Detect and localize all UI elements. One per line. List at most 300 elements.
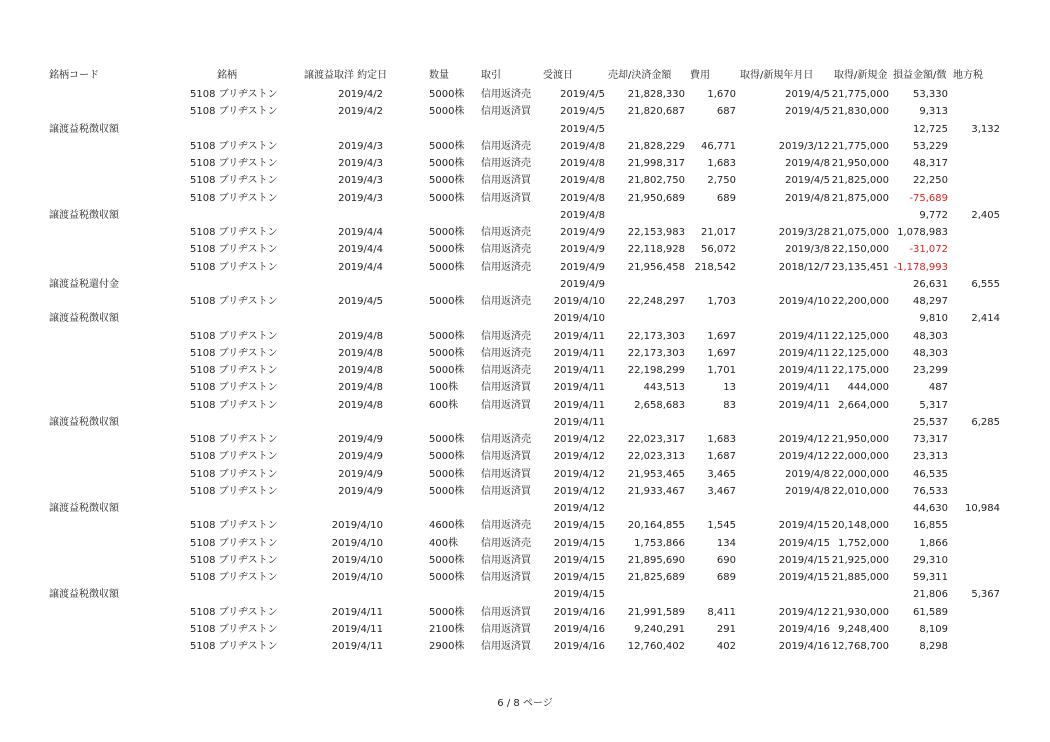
cell-pnl: 5,317 <box>919 399 948 411</box>
cell-acq-date: 2019/4/11 <box>778 365 830 376</box>
cell-acq-date: 2019/4/8 <box>785 468 830 480</box>
cell-settle-date: 2019/4/8 <box>560 158 605 169</box>
cell-acq-date: 2019/4/15 <box>778 520 830 532</box>
cell-name: 5108 ブリヂストン <box>190 106 278 118</box>
cell-pnl: 22,250 <box>913 175 948 187</box>
cell-pnl: 48,303 <box>913 330 948 342</box>
cell-qty: 2900株 <box>429 641 465 652</box>
cell-txn: 信用返済買 <box>481 175 531 187</box>
table-row <box>0 362 1050 379</box>
cell-amount: 21,950,689 <box>627 192 685 204</box>
cell-trade-date: 2019/4/11 <box>331 641 383 652</box>
cell-qty: 100株 <box>429 382 459 394</box>
cell-settle-date: 2019/4/9 <box>560 227 605 238</box>
cell-txn: 信用返済売 <box>481 140 531 152</box>
cell-qty: 5000株 <box>429 485 465 497</box>
cell-amount: 21,933,467 <box>627 485 685 497</box>
cell-acq-date: 2019/4/11 <box>778 330 830 342</box>
cell-name: 5108 ブリヂストン <box>190 244 278 256</box>
cell-acq-amount: 9,248,400 <box>838 623 889 635</box>
cell-fee: 1,670 <box>707 89 736 100</box>
cell-pnl: 53,330 <box>913 89 948 100</box>
cell-trade-date: 2019/4/11 <box>331 606 383 618</box>
cell-acq-date: 2019/4/15 <box>778 554 830 566</box>
table-row <box>0 103 1050 120</box>
table-row <box>0 431 1050 448</box>
cell-settle-date: 2019/4/5 <box>560 89 605 100</box>
cell-acq-date: 2019/4/8 <box>785 192 830 204</box>
cell-acq-date: 2019/3/28 <box>778 227 830 238</box>
cell-local-tax: 2,405 <box>971 209 1000 221</box>
cell-trade-date: 2019/4/4 <box>338 227 383 238</box>
cell-qty: 5000株 <box>429 140 465 152</box>
cell-name: 5108 ブリヂストン <box>190 365 278 376</box>
cell-qty: 5000株 <box>429 606 465 618</box>
tax-row <box>0 586 1050 603</box>
cell-qty: 5000株 <box>429 330 465 342</box>
cell-trade-date: 2019/4/8 <box>338 365 383 376</box>
table-row <box>0 604 1050 621</box>
cell-name: 5108 ブリヂストン <box>190 227 278 238</box>
table-row <box>0 259 1050 276</box>
table-row <box>0 569 1050 586</box>
tax-row <box>0 207 1050 224</box>
cell-acq-date: 2019/4/15 <box>778 537 830 549</box>
cell-name: 5108 ブリヂストン <box>190 158 278 169</box>
cell-pnl: 8,109 <box>919 623 948 635</box>
cell-pnl: 29,310 <box>913 554 948 566</box>
cell-acq-date: 2019/4/11 <box>778 347 830 359</box>
cell-qty: 5000株 <box>429 434 465 445</box>
cell-fee: 687 <box>716 106 736 118</box>
cell-acq-amount: 21,950,000 <box>831 434 889 445</box>
cell-name: 5108 ブリヂストン <box>190 520 278 532</box>
cell-amount: 9,240,291 <box>634 623 685 635</box>
table-row <box>0 241 1050 258</box>
cell-acq-amount: 21,925,000 <box>831 554 889 566</box>
cell-pnl: 9,772 <box>919 209 948 221</box>
cell-fee: 1,687 <box>707 451 736 463</box>
cell-fee: 1,545 <box>707 520 736 532</box>
cell-acq-date: 2019/4/5 <box>785 89 830 100</box>
cell-qty: 5000株 <box>429 175 465 187</box>
cell-fee: 1,697 <box>707 330 736 342</box>
cell-txn: 信用返済買 <box>481 485 531 497</box>
cell-trade-date: 2019/4/9 <box>338 485 383 497</box>
cell-name: 5108 ブリヂストン <box>190 175 278 187</box>
cell-amount: 22,118,928 <box>627 244 685 256</box>
cell-settle-date: 2019/4/8 <box>560 192 605 204</box>
cell-amount: 21,998,317 <box>627 158 685 169</box>
cell-pnl: 48,303 <box>913 347 948 359</box>
cell-acq-amount: 1,752,000 <box>838 537 889 549</box>
cell-txn: 信用返済買 <box>481 451 531 463</box>
cell-qty: 5000株 <box>429 296 465 307</box>
cell-acq-date: 2019/4/12 <box>778 434 830 445</box>
cell-amount: 21,956,458 <box>627 261 685 273</box>
cell-pnl: 1,866 <box>919 537 948 549</box>
cell-tax-label: 譲渡益税徴収額 <box>49 589 119 601</box>
cell-settle-date: 2019/4/12 <box>553 485 605 497</box>
cell-pnl: 12,725 <box>913 123 948 135</box>
tax-row <box>0 500 1050 517</box>
table-row <box>0 224 1050 241</box>
cell-amount: 22,198,299 <box>627 365 685 376</box>
table-row <box>0 172 1050 189</box>
cell-amount: 21,953,465 <box>627 468 685 480</box>
cell-settle-date: 2019/4/8 <box>560 140 605 152</box>
cell-amount: 443,513 <box>643 382 685 394</box>
table-row <box>0 466 1050 483</box>
cell-trade-date: 2019/4/10 <box>331 520 383 532</box>
cell-pnl: 46,535 <box>913 468 948 480</box>
cell-qty: 5000株 <box>429 89 465 100</box>
cell-settle-date: 2019/4/11 <box>553 365 605 376</box>
tax-row <box>0 276 1050 293</box>
table-row <box>0 328 1050 345</box>
cell-fee: 21,017 <box>701 227 736 238</box>
cell-txn: 信用返済売 <box>481 261 531 273</box>
cell-fee: 13 <box>723 382 736 394</box>
cell-settle-date: 2019/4/16 <box>553 606 605 618</box>
cell-fee: 3,465 <box>707 468 736 480</box>
cell-amount: 21,802,750 <box>627 175 685 187</box>
header-acq-amount: 取得/新規金 <box>834 70 888 81</box>
cell-name: 5108 ブリヂストン <box>190 347 278 359</box>
cell-name: 5108 ブリヂストン <box>190 330 278 342</box>
cell-acq-date: 2019/4/12 <box>778 451 830 463</box>
cell-trade-date: 2019/4/8 <box>338 347 383 359</box>
cell-qty: 600株 <box>429 399 459 411</box>
cell-settle-date: 2019/4/11 <box>553 347 605 359</box>
header-qty: 数量 <box>429 70 449 81</box>
cell-name: 5108 ブリヂストン <box>190 192 278 204</box>
cell-trade-date: 2019/4/9 <box>338 451 383 463</box>
cell-txn: 信用返済買 <box>481 554 531 566</box>
table-body <box>0 86 1050 655</box>
cell-name: 5108 ブリヂストン <box>190 468 278 480</box>
cell-fee: 402 <box>716 641 736 652</box>
cell-settle-date: 2019/4/16 <box>553 623 605 635</box>
cell-amount: 21,828,229 <box>627 140 685 152</box>
cell-txn: 信用返済買 <box>481 399 531 411</box>
cell-trade-date: 2019/4/9 <box>338 434 383 445</box>
cell-fee: 46,771 <box>701 140 736 152</box>
cell-settle-date: 2019/4/15 <box>553 572 605 583</box>
cell-txn: 信用返済買 <box>481 572 531 583</box>
cell-qty: 5000株 <box>429 468 465 480</box>
cell-pnl: 53,229 <box>913 140 948 152</box>
table-row <box>0 345 1050 362</box>
cell-amount: 12,760,402 <box>627 641 685 652</box>
cell-trade-date: 2019/4/10 <box>331 554 383 566</box>
cell-acq-amount: 21,825,000 <box>831 175 889 187</box>
cell-qty: 5000株 <box>429 365 465 376</box>
cell-qty: 5000株 <box>429 261 465 273</box>
cell-txn: 信用返済売 <box>481 296 531 307</box>
cell-txn: 信用返済買 <box>481 641 531 652</box>
cell-pnl: 76,533 <box>913 485 948 497</box>
cell-trade-date: 2019/4/4 <box>338 261 383 273</box>
cell-acq-date: 2019/3/12 <box>778 140 830 152</box>
cell-settle-date: 2019/4/15 <box>553 554 605 566</box>
cell-acq-amount: 22,010,000 <box>831 485 889 497</box>
cell-txn: 信用返済売 <box>481 365 531 376</box>
cell-name: 5108 ブリヂストン <box>190 623 278 635</box>
cell-acq-date: 2018/12/7 <box>778 261 830 273</box>
cell-settle-date: 2019/4/11 <box>553 330 605 342</box>
cell-name: 5108 ブリヂストン <box>190 399 278 411</box>
cell-fee: 689 <box>716 192 736 204</box>
cell-amount: 22,023,317 <box>627 434 685 445</box>
cell-qty: 5000株 <box>429 106 465 118</box>
cell-settle-date: 2019/4/5 <box>560 106 605 118</box>
cell-settle-date: 2019/4/9 <box>560 278 605 290</box>
cell-tax-label: 譲渡益税徴収額 <box>49 313 119 325</box>
header-local-tax: 地方税 <box>953 70 983 81</box>
cell-fee: 1,701 <box>707 365 736 376</box>
tax-row <box>0 121 1050 138</box>
cell-tax-label: 譲渡益税徴収額 <box>49 123 119 135</box>
table-row <box>0 379 1050 396</box>
cell-pnl: 61,589 <box>913 606 948 618</box>
table-row <box>0 86 1050 103</box>
cell-settle-date: 2019/4/8 <box>560 209 605 221</box>
cell-name: 5108 ブリヂストン <box>190 89 278 100</box>
cell-txn: 信用返済売 <box>481 520 531 532</box>
cell-qty: 5000株 <box>429 227 465 238</box>
table-row <box>0 621 1050 638</box>
cell-qty: 5000株 <box>429 244 465 256</box>
cell-local-tax: 10,984 <box>965 503 1000 514</box>
cell-pnl: 23,299 <box>913 365 948 376</box>
cell-acq-amount: 20,148,000 <box>831 520 889 532</box>
cell-name: 5108 ブリヂストン <box>190 606 278 618</box>
cell-fee: 83 <box>723 399 736 411</box>
cell-acq-date: 2019/4/5 <box>785 175 830 187</box>
cell-fee: 1,683 <box>707 158 736 169</box>
cell-txn: 信用返済売 <box>481 244 531 256</box>
cell-qty: 2100株 <box>429 623 465 635</box>
cell-settle-date: 2019/4/15 <box>553 589 605 601</box>
cell-pnl: 487 <box>928 382 948 394</box>
cell-qty: 5000株 <box>429 572 465 583</box>
cell-trade-date: 2019/4/10 <box>331 537 383 549</box>
cell-name: 5108 ブリヂストン <box>190 554 278 566</box>
cell-pnl: -31,072 <box>909 244 948 256</box>
header-txn: 取引 <box>481 70 501 81</box>
cell-acq-amount: 22,175,000 <box>831 365 889 376</box>
cell-pnl: 73,317 <box>913 434 948 445</box>
cell-fee: 291 <box>716 623 736 635</box>
cell-pnl: 48,317 <box>913 158 948 169</box>
cell-acq-amount: 2,664,000 <box>838 399 889 411</box>
cell-settle-date: 2019/4/10 <box>553 296 605 307</box>
cell-acq-date: 2019/3/8 <box>785 244 830 256</box>
cell-pnl: 9,810 <box>919 313 948 325</box>
cell-name: 5108 ブリヂストン <box>190 572 278 583</box>
cell-trade-date: 2019/4/11 <box>331 623 383 635</box>
cell-amount: 21,991,589 <box>627 606 685 618</box>
cell-acq-amount: 22,125,000 <box>831 347 889 359</box>
table-row <box>0 293 1050 310</box>
cell-txn: 信用返済売 <box>481 347 531 359</box>
cell-pnl: 48,297 <box>913 296 948 307</box>
cell-amount: 22,173,303 <box>627 347 685 359</box>
cell-pnl: -1,178,993 <box>893 261 948 273</box>
cell-settle-date: 2019/4/11 <box>553 416 605 428</box>
cell-local-tax: 6,285 <box>971 416 1000 428</box>
cell-fee: 218,542 <box>694 261 736 273</box>
header-pnl: 損益金額/徴 <box>893 70 947 81</box>
page-number: 6 / 8 ページ <box>497 698 553 709</box>
cell-acq-amount: 21,075,000 <box>831 227 889 238</box>
cell-qty: 5000株 <box>429 451 465 463</box>
cell-name: 5108 ブリヂストン <box>190 261 278 273</box>
cell-pnl: 59,311 <box>913 572 948 583</box>
cell-txn: 信用返済売 <box>481 89 531 100</box>
cell-fee: 56,072 <box>701 244 736 256</box>
cell-trade-date: 2019/4/9 <box>338 468 383 480</box>
cell-trade-date: 2019/4/8 <box>338 399 383 411</box>
cell-qty: 400株 <box>429 537 459 549</box>
cell-acq-amount: 21,775,000 <box>831 140 889 152</box>
cell-fee: 1,703 <box>707 296 736 307</box>
cell-trade-date: 2019/4/2 <box>338 89 383 100</box>
cell-acq-date: 2019/4/8 <box>785 158 830 169</box>
cell-name: 5108 ブリヂストン <box>190 537 278 549</box>
cell-tax-label: 譲渡益税徴収額 <box>49 416 119 428</box>
cell-name: 5108 ブリヂストン <box>190 485 278 497</box>
cell-name: 5108 ブリヂストン <box>190 382 278 394</box>
header-name: 銘柄 <box>217 70 237 81</box>
cell-name: 5108 ブリヂストン <box>190 296 278 307</box>
cell-pnl: 23,313 <box>913 451 948 463</box>
cell-amount: 22,248,297 <box>627 296 685 307</box>
table-row <box>0 483 1050 500</box>
cell-amount: 21,895,690 <box>627 554 685 566</box>
cell-trade-date: 2019/4/3 <box>338 175 383 187</box>
cell-fee: 1,683 <box>707 434 736 445</box>
cell-tax-label: 譲渡益税還付金 <box>49 278 119 290</box>
cell-acq-amount: 22,200,000 <box>831 296 889 307</box>
cell-trade-date: 2019/4/3 <box>338 158 383 169</box>
cell-amount: 2,658,683 <box>634 399 685 411</box>
cell-txn: 信用返済買 <box>481 382 531 394</box>
cell-trade-date: 2019/4/3 <box>338 140 383 152</box>
cell-acq-date: 2019/4/15 <box>778 572 830 583</box>
cell-settle-date: 2019/4/16 <box>553 641 605 652</box>
cell-settle-date: 2019/4/12 <box>553 434 605 445</box>
cell-qty: 4600株 <box>429 520 465 532</box>
cell-acq-amount: 21,950,000 <box>831 158 889 169</box>
cell-amount: 22,173,303 <box>627 330 685 342</box>
cell-local-tax: 3,132 <box>971 123 1000 135</box>
table-row <box>0 638 1050 655</box>
cell-fee: 2,750 <box>707 175 736 187</box>
table-row <box>0 552 1050 569</box>
table-row <box>0 155 1050 172</box>
cell-settle-date: 2019/4/15 <box>553 520 605 532</box>
cell-acq-amount: 21,930,000 <box>831 606 889 618</box>
cell-qty: 5000株 <box>429 192 465 204</box>
cell-local-tax: 6,555 <box>971 278 1000 290</box>
cell-name: 5108 ブリヂストン <box>190 451 278 463</box>
cell-pnl: 25,537 <box>913 416 948 428</box>
cell-pnl: 16,855 <box>913 520 948 532</box>
cell-settle-date: 2019/4/11 <box>553 399 605 411</box>
cell-amount: 22,023,313 <box>627 451 685 463</box>
cell-acq-amount: 21,885,000 <box>831 572 889 583</box>
cell-qty: 5000株 <box>429 347 465 359</box>
table-row <box>0 517 1050 534</box>
cell-pnl: 44,630 <box>913 503 948 514</box>
cell-acq-amount: 22,125,000 <box>831 330 889 342</box>
cell-pnl: 8,298 <box>919 641 948 652</box>
cell-qty: 5000株 <box>429 554 465 566</box>
header-code: 銘柄コード <box>49 70 99 81</box>
tax-row <box>0 414 1050 431</box>
cell-settle-date: 2019/4/15 <box>553 537 605 549</box>
cell-acq-date: 2019/4/11 <box>778 399 830 411</box>
cell-fee: 689 <box>716 572 736 583</box>
cell-fee: 134 <box>716 537 736 549</box>
cell-settle-date: 2019/4/5 <box>560 123 605 135</box>
cell-acq-amount: 444,000 <box>847 382 889 394</box>
cell-acq-date: 2019/4/11 <box>778 382 830 394</box>
cell-txn: 信用返済買 <box>481 468 531 480</box>
cell-txn: 信用返済買 <box>481 623 531 635</box>
header-settle: 受渡日 <box>543 70 573 81</box>
cell-acq-amount: 22,000,000 <box>831 451 889 463</box>
cell-trade-date: 2019/4/10 <box>331 572 383 583</box>
cell-acq-amount: 12,768,700 <box>831 641 889 652</box>
cell-acq-date: 2019/4/12 <box>778 606 830 618</box>
header-trade-date: 譲渡益取洋 約定日 <box>304 70 388 81</box>
header-acq-date: 取得/新規年月日 <box>740 70 814 81</box>
cell-qty: 5000株 <box>429 158 465 169</box>
cell-txn: 信用返済売 <box>481 227 531 238</box>
cell-trade-date: 2019/4/5 <box>338 296 383 307</box>
cell-amount: 21,825,689 <box>627 572 685 583</box>
cell-txn: 信用返済買 <box>481 192 531 204</box>
cell-acq-amount: 21,830,000 <box>831 106 889 118</box>
cell-settle-date: 2019/4/8 <box>560 175 605 187</box>
cell-acq-amount: 22,150,000 <box>831 244 889 256</box>
cell-acq-amount: 21,875,000 <box>831 192 889 204</box>
cell-acq-date: 2019/4/16 <box>778 623 830 635</box>
cell-acq-date: 2019/4/5 <box>785 106 830 118</box>
cell-pnl: 26,631 <box>913 278 948 290</box>
header-amount: 売却/決済金額 <box>608 70 672 81</box>
header-fee: 費用 <box>690 70 710 81</box>
cell-acq-amount: 23,135,451 <box>831 261 889 273</box>
cell-local-tax: 2,414 <box>971 313 1000 325</box>
cell-fee: 3,467 <box>707 485 736 497</box>
cell-amount: 21,828,330 <box>627 89 685 100</box>
cell-trade-date: 2019/4/4 <box>338 244 383 256</box>
cell-name: 5108 ブリヂストン <box>190 434 278 445</box>
cell-tax-label: 譲渡益税徴収額 <box>49 209 119 221</box>
cell-txn: 信用返済買 <box>481 106 531 118</box>
cell-txn: 信用返済買 <box>481 606 531 618</box>
cell-trade-date: 2019/4/8 <box>338 330 383 342</box>
table-row <box>0 397 1050 414</box>
cell-name: 5108 ブリヂストン <box>190 140 278 152</box>
cell-settle-date: 2019/4/12 <box>553 503 605 514</box>
cell-acq-date: 2019/4/8 <box>785 485 830 497</box>
cell-settle-date: 2019/4/10 <box>553 313 605 325</box>
